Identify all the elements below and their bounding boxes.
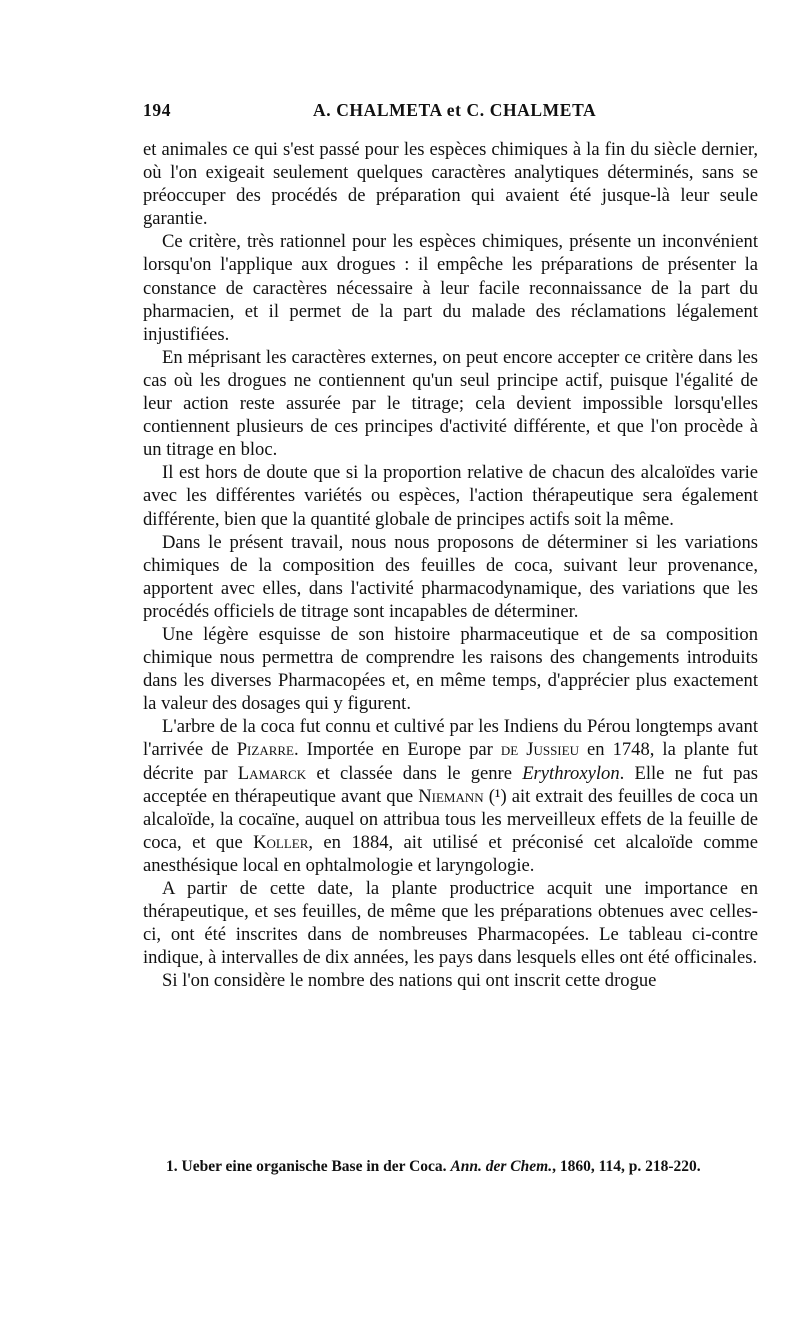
paragraph-7-text: L'arbre de la coca fut connu et cultivé par les Indiens du Pérou longtemps avant l'arrivée de — [143, 716, 758, 761]
genus-erythroxylon: Erythroxylon — [522, 762, 620, 784]
footnote-journal: Ann. der Chem. — [450, 1158, 553, 1175]
footnote-text: , 1860, 114, p. 218-220. — [552, 1158, 701, 1175]
paragraph-7-text: . Elle ne fut pas acceptée en thérapeutique avant que — [143, 762, 758, 807]
paragraph-7-text: (¹) ait extrait des feuilles de coca un alcaloïde, la cocaïne, auquel on attribua tous les merveilleux effets de la feuille de coca, et que — [143, 785, 758, 853]
name-niemann: Niemann — [418, 785, 484, 807]
paragraph-7-text: et classée dans le genre — [306, 762, 523, 784]
footnote — [166, 1158, 758, 1176]
paragraph-1: et animales ce qui s'est passé pour les espèces chimiques à la fin du siècle dernier, où l'on exigeait seulement quelques caractères analytiques déterminés, sans se préoccuper des procédés de préparation qui avaient été jusque-là leur seule garantie. — [143, 139, 758, 230]
page-header — [143, 96, 758, 122]
running-head: A. CHALMETA et C. CHALMETA — [313, 100, 597, 120]
page-number: 194 — [143, 100, 172, 120]
name-pizarre: Pizarre — [236, 739, 295, 761]
footnote-text: 1. Ueber eine organische Base in der Coca. — [166, 1158, 451, 1175]
name-lamarck: Lamarck — [237, 762, 307, 784]
name-de-jussieu: de Jussieu — [500, 739, 579, 761]
paragraph-2: Ce critère, très rationnel pour les espèces chimiques, présente un inconvénient lorsqu'on l'applique aux drogues : il empêche les préparations de présenter la constance de caractères nécessaire à leur facile reconnaissance de la part du pharmacien, et il permet de la part du malade des réclamations légalement injustifiées. — [143, 231, 758, 345]
paragraph-7-text: , en 1884, ait utilisé et préconisé cet alcaloïde comme anesthésique local en ophtalmologie et laryngologie. — [143, 831, 758, 876]
paragraph-4: Il est hors de doute que si la proportion relative de chacun des alcaloïdes varie avec les différentes variétés ou espèces, l'action thérapeutique sera également différente, bien que la quantité globale de principes actifs soit la même. — [143, 462, 758, 530]
name-koller: Koller — [253, 831, 309, 853]
paragraph-8: A partir de cette date, la plante productrice acquit une importance en thérapeutique, et ses feuilles, de même que les préparations obtenues avec celles-ci, ont été inscrites dans de nombreuses Pharmacopées. Le tableau ci-contre indique, à intervalles de dix années, les pays dans lesquels elles ont été officinales. — [143, 878, 758, 969]
paragraph-9: Si l'on considère le nombre des nations qui ont inscrit cette drogue — [162, 970, 657, 992]
body-text — [143, 138, 758, 992]
paragraph-3: En méprisant les caractères externes, on peut encore accepter ce critère dans les cas où les drogues ne contiennent qu'un seul principe actif, puisque l'égalité de leur action reste assurée par le titrage; cela devient impossible lorsqu'elles contiennent plusieurs de ces principes d'activité différente, et que l'on procède à un titrage en bloc. — [143, 346, 758, 461]
paragraph-7 — [143, 715, 758, 877]
paragraph-7-text: en 1748, la plante fut décrite par — [143, 739, 758, 784]
paragraph-6: Une légère esquisse de son histoire pharmaceutique et de sa composition chimique nous permettra de comprendre les raisons des changements introduits dans les diverses Pharmacopées et, en même temps, d'apprécier plus exactement la valeur des dosages qui y figurent. — [143, 623, 758, 715]
paragraph-5: Dans le présent travail, nous nous proposons de déterminer si les variations chimiques de la composition des feuilles de coca, suivant leur provenance, apportent avec elles, dans l'activité pharmacodynamique, des variations que les procédés officiels de titrage sont incapables de déterminer. — [143, 531, 758, 622]
paragraph-7-text: . Importée en Europe par — [294, 739, 501, 761]
